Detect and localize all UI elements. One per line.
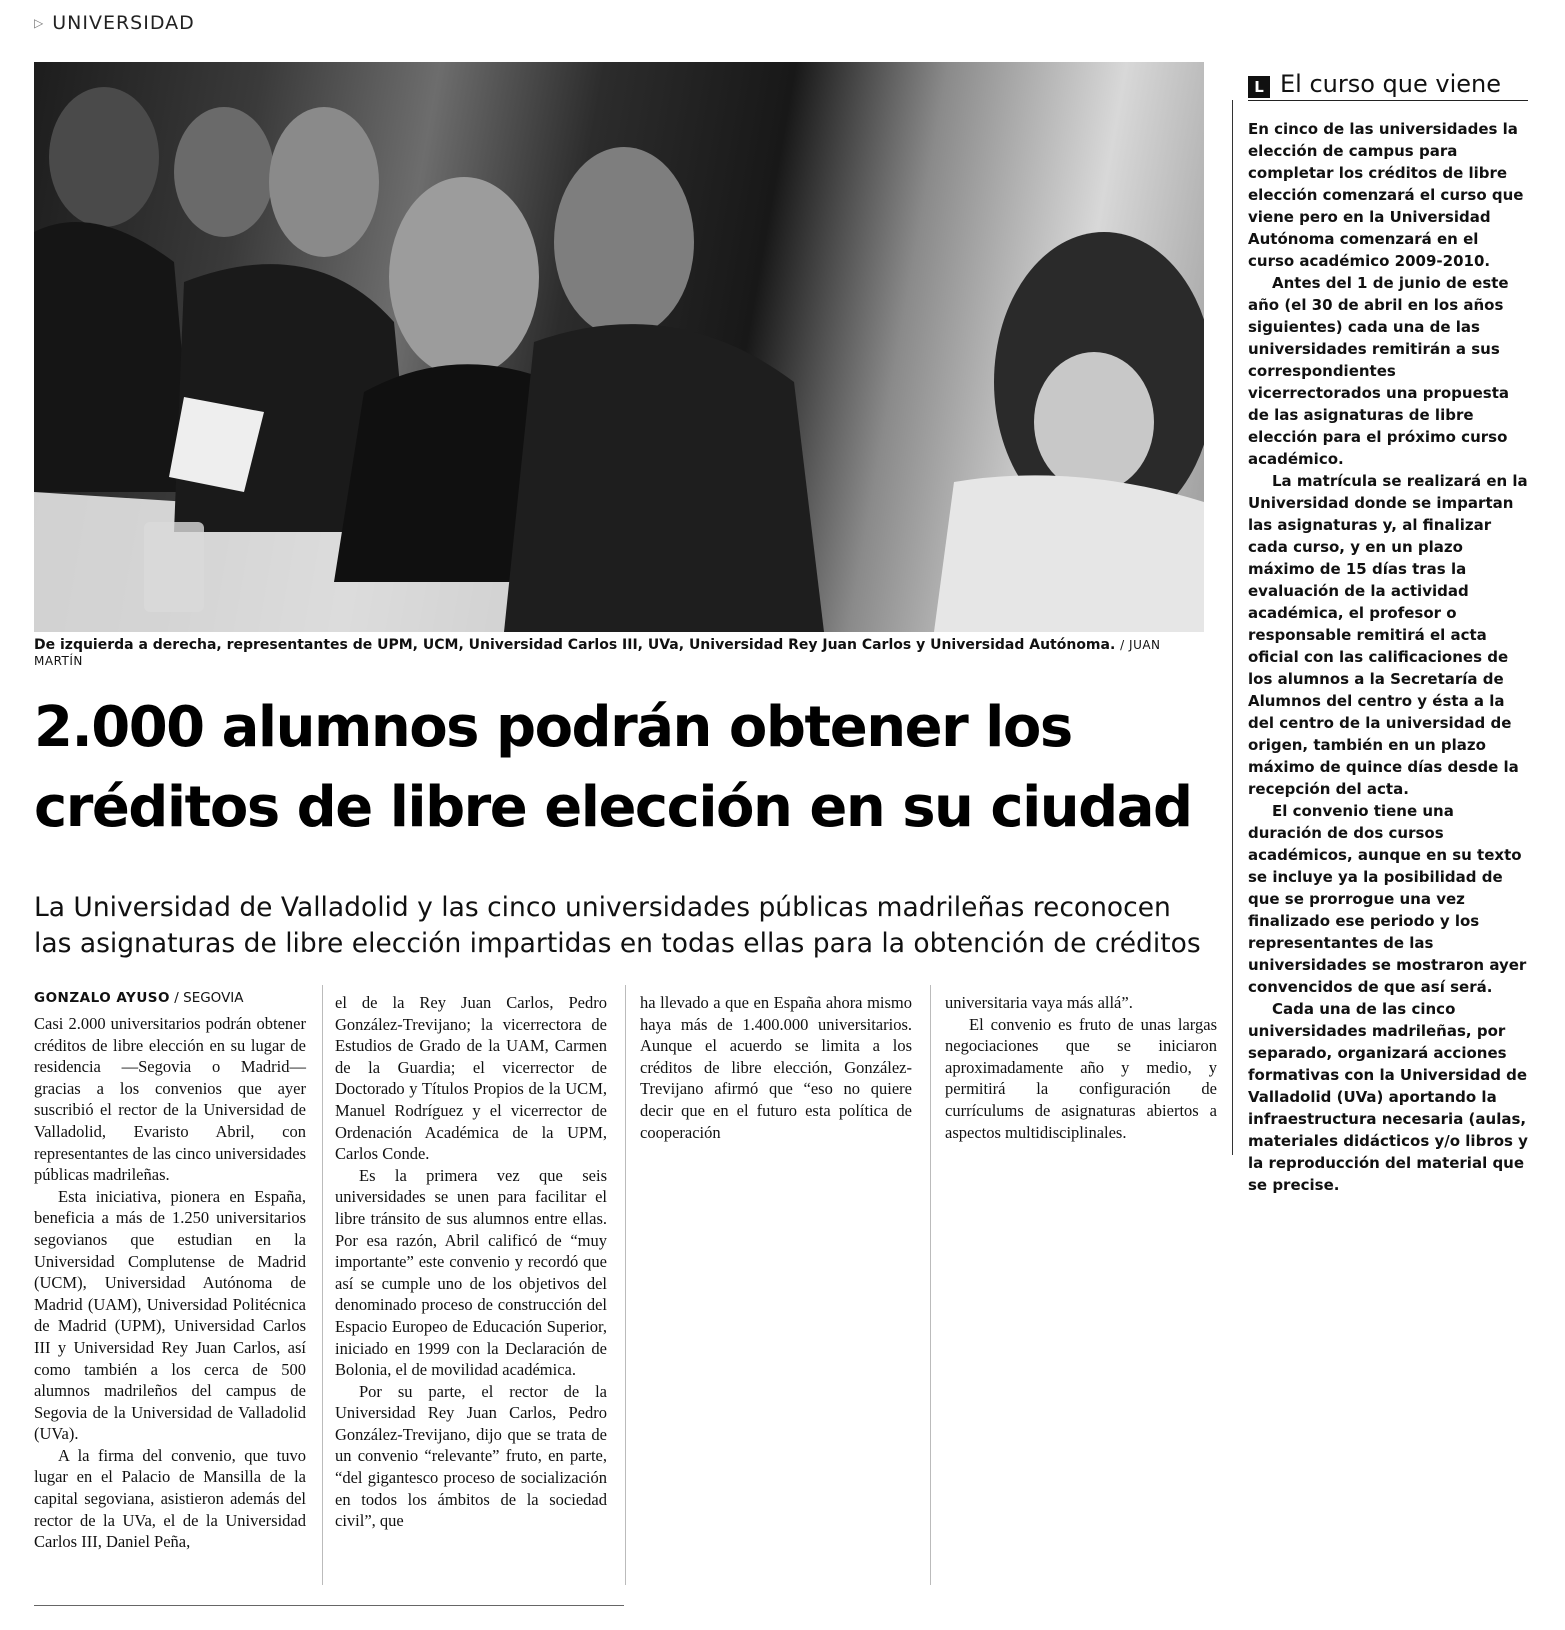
sidebar-badge-icon: L — [1248, 76, 1270, 98]
column-divider — [322, 985, 323, 1585]
sidebar-paragraph: En cinco de las universidades la elección de campus para completar los créditos de libre elección comenzará el curso que viene pero en la Universidad Autónoma comenzará en el curso académico 2009-2010. — [1248, 120, 1524, 270]
article-column-2 — [335, 992, 607, 1532]
news-photo — [34, 62, 1204, 632]
sidebar-title: El curso que viene — [1280, 70, 1502, 98]
column-divider — [625, 985, 626, 1585]
article-column-1 — [34, 1013, 306, 1553]
sidebar-paragraph: La matrícula se realizará en la Universidad donde se impartan las asignaturas y, al finalizar cada curso, y en un plazo máximo de 15 días tras la evaluación de la actividad académica, el profesor o responsable remitirá el acta oficial con las calificaciones de los alumnos a la Secretaría de Alumnos del centro y ésta a la del centro de la universidad de origen, también en un plazo máximo de quince días desde la recepción del acta. — [1248, 472, 1528, 798]
bottom-rule — [34, 1605, 624, 1606]
article-column-4 — [945, 992, 1217, 1143]
sidebar-divider — [1232, 100, 1233, 1155]
paragraph: A la firma del convenio, que tuvo lugar en el Palacio de Mansilla de la capital segoviana, asistieron además del rector de la UVa, el de la Universidad Carlos III, Daniel Peña, — [34, 1445, 306, 1552]
sidebar-paragraph: Antes del 1 de junio de este año (el 30 de abril en los años siguientes) cada una de las universidades remitirán a sus correspondientes vicerrectorados una propuesta de las asignaturas de libre elección para el próximo curso académico. — [1248, 274, 1509, 468]
sidebar-paragraph: Cada una de las cinco universidades madrileñas, por separado, organizará acciones formativas con la Universidad de Valladolid (UVa) aportando la infraestructura necesaria (aulas, materiales didácticos y/o libros y la reproducción del material que se precise. — [1248, 1000, 1528, 1194]
paragraph: Por su parte, el rector de la Universidad Rey Juan Carlos, Pedro González-Trevijano, dijo que se trata de un convenio “relevante” fruto, en parte, “del gigantesco proceso de socialización en todos los ámbitos de la sociedad civil”, que — [335, 1381, 607, 1531]
section-tag — [34, 12, 195, 34]
sidebar-paragraph: El convenio tiene una duración de dos cursos académicos, aunque en su texto se incluye ya la posibilidad de que se prorrogue una vez finalizado ese periodo y los representantes de las universidades se mostraron ayer convencidos de que así será. — [1248, 802, 1527, 996]
section-label: UNIVERSIDAD — [52, 12, 195, 34]
caption-text: De izquierda a derecha, representantes de UPM, UCM, Universidad Carlos III, UVa, Universidad Rey Juan Carlos y Universidad Autónoma. — [34, 637, 1116, 653]
headline: 2.000 alumnos podrán obtener los créditos de libre elección en su ciudad — [34, 695, 1192, 840]
column-divider — [930, 985, 931, 1585]
subheadline: La Universidad de Valladolid y las cinco universidades públicas madrileñas reconocen las asignaturas de libre elección impartidas en todas ellas para la obtención de créditos — [34, 892, 1201, 959]
paragraph: Casi 2.000 universitarios podrán obtener créditos de libre elección en su lugar de residencia —Segovia o Madrid— gracias a los convenios que ayer suscribió el rector de la Universidad de Valladolid, Evaristo Abril, con representantes de las cinco universidades públicas madrileñas. — [34, 1014, 306, 1185]
byline-author: GONZALO AYUSO — [34, 990, 170, 1006]
byline-location: / SEGOVIA — [174, 990, 244, 1006]
sidebar-body — [1248, 118, 1528, 1196]
paragraph: el de la Rey Juan Carlos, Pedro González-Trevijano; la vicerrectora de Estudios de Grado de la UAM, Carmen de la Guardia; el vicerrector de Doctorado y Títulos Propios de la UCM, Manuel Rodríguez y el vicerrector de Ordenación Académica de la UPM, Carlos Conde. — [335, 993, 607, 1164]
photo-caption — [34, 637, 1204, 669]
paragraph: Es la primera vez que seis universidades se unen para facilitar el libre tránsito de sus alumnos entre ellas. Por esa razón, Abril calificó de “muy importante” este convenio y recordó que así se cumple uno de los objetivos del denominado proceso de construcción del Espacio Europeo de Educación Superior, iniciado en 1999 con la Declaración de Bolonia, el de movilidad académica. — [335, 1165, 607, 1380]
sidebar-header — [1248, 70, 1528, 101]
paragraph: El convenio es fruto de unas largas negociaciones que se iniciaron aproximadamente año y medio, y permitirá la configuración de currículums de asignaturas abiertos a aspectos multidisciplinales. — [945, 1014, 1217, 1142]
paragraph: Esta iniciativa, pionera en España, beneficia a más de 1.250 universitarios segovianos que estudian en la Universidad Complutense de Madrid (UCM), Universidad Autónoma de Madrid (UAM), Universidad Politécnica de Madrid (UPM), Universidad Carlos III y Universidad Rey Juan Carlos, así como también a los cerca de 500 alumnos madrileños del campus de Segovia de la Universidad de Valladolid (UVa). — [34, 1186, 306, 1444]
photo-credit: / JUAN MARTÍN — [34, 638, 1161, 668]
photo-illustration — [34, 62, 1204, 632]
section-marker-icon: ▷ — [34, 16, 45, 30]
byline — [34, 990, 244, 1006]
paragraph: ha llevado a que en España ahora mismo haya más de 1.400.000 universitarios. Aunque el acuerdo se limita a los créditos de libre elección, González-Trevijano afirmó que “eso no quiere decir que en el futuro esta política de cooperación — [640, 993, 912, 1142]
article-column-3 — [640, 992, 912, 1143]
paragraph: universitaria vaya más allá”. — [945, 993, 1133, 1012]
